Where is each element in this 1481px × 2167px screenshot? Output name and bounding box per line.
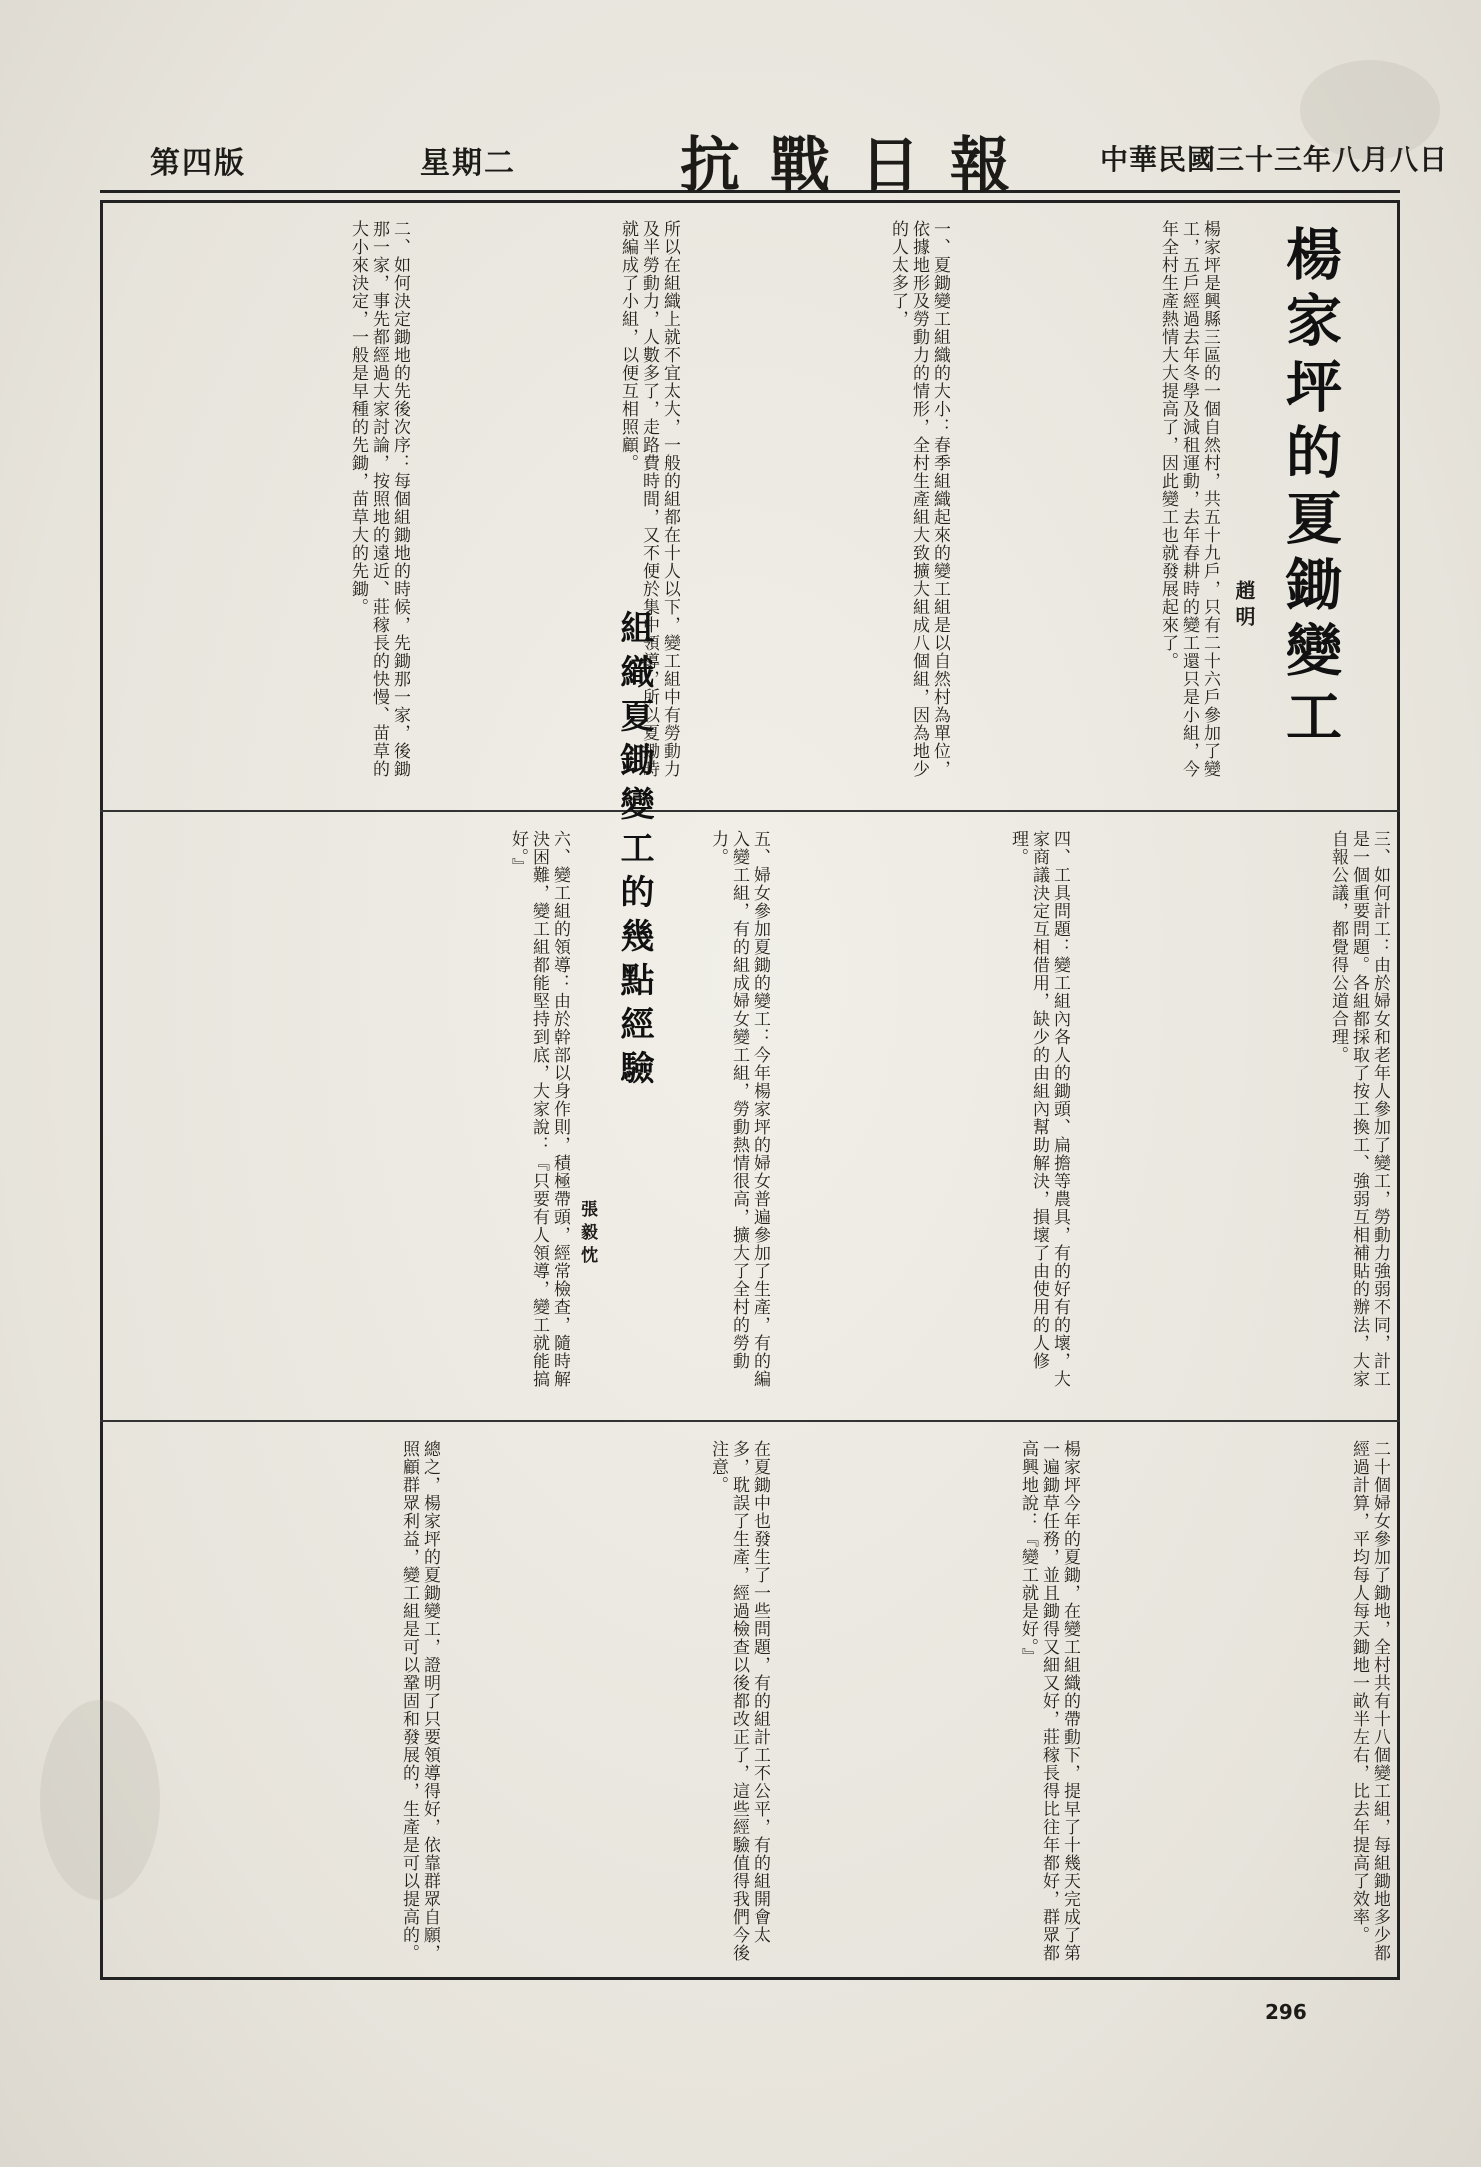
subtitle-author: 張毅忱 [577,1200,597,1269]
page-number: 296 [1265,2000,1307,2024]
article-title: 楊家坪的夏鋤變工 [1277,225,1343,753]
article-column: 楊家坪是興縣三區的一個自然村，共五十九戶，只有二十六戶參加了變工，五戶經過去年冬學及減租運動，去年春耕時的變工還只是小組，今年全村生產熱情大大提高了，因此變工也就發展起來了。 [1158,220,1220,778]
article-column: 二十個婦女參加了鋤地，全村共有十八個變工組，每組鋤地多少都經過計算，平均每人每天鋤地一畝半左右，比去年提高了效率。 [1349,1440,1390,1962]
article-column: 三、如何計工：由於婦女和老年人參加了變工，勞動力強弱不同，計工是一個重要問題。各組都採取了按工換工、強弱互相補貼的辦法，大家自報公議，都覺得公道合理。 [1328,830,1390,1388]
article-column: 二、如何決定鋤地的先後次序：每個組鋤地的時候，先鋤那一家，後鋤那一家，事先都經過大家討論，按照地的遠近、莊稼長的快慢、苗草的大小來決定，一般是早種的先鋤，苗草大的先鋤。 [348,220,410,778]
divider [100,1420,1400,1422]
article-column: 所以在組織上就不宜太大，一般的組都在十人以下，變工組中有勞動力及半勞動力，人數多了，走路費時間，又不便於集中領導，所以夏鋤時就編成了小組，以便互相照顧。 [618,220,680,778]
article-author: 趙明 [1232,580,1256,632]
article-column: 總之，楊家坪的夏鋤變工，證明了只要領導得好，依靠群眾自願，照顧群眾利益，變工組是可以鞏固和發展的，生產是可以提高的。 [399,1440,440,1962]
article-subtitle: 組織夏鋤變工的幾點經驗 [614,610,654,1094]
article-column: 六、變工組的領導：由於幹部以身作則，積極帶頭，經常檢查，隨時解決困難，變工組都能堅持到底，大家說：『只要有人領導，變工就能搞好。』 [508,830,570,1388]
paper-stain [1300,60,1440,160]
divider [100,810,1400,812]
paper-stain [40,1700,160,1900]
masthead [100,110,1449,201]
page-label: 第四版 [150,146,246,181]
article-column: 楊家坪今年的夏鋤，在變工組織的帶動下，提早了十幾天完成了第一遍鋤草任務，並且鋤得又細又好，莊稼長得比往年都好，群眾都高興地說：『變工就是好。』 [1018,1440,1080,1962]
newspaper-title: 抗戰日報 [680,131,1040,201]
article-column: 在夏鋤中也發生了一些問題，有的組計工不公平，有的組開會太多，耽誤了生產，經過檢查以後都改正了，這些經驗值得我們今後注意。 [708,1440,770,1962]
article-column: 一、夏鋤變工組織的大小：春季組織起來的變工組是以自然村為單位，依據地形及勞動力的情形，全村生產組大致擴大組成八個組，因為地少的人太多了， [888,220,950,778]
issue-date: 中華民國三十三年八月八日 [1100,143,1449,176]
article-column: 五、婦女參加夏鋤的變工：今年楊家坪的婦女普遍參加了生產，有的編入變工組，有的組成婦女變工組，勞動熱情很高，擴大了全村的勞動力。 [708,830,770,1388]
weekday: 星期二 [420,146,516,181]
article-column: 四、工具問題：變工組內各人的鋤頭、扁擔等農具，有的好有的壞，大家商議決定互相借用，缺少的由組內幫助解決，損壞了由使用的人修理。 [1008,830,1070,1388]
